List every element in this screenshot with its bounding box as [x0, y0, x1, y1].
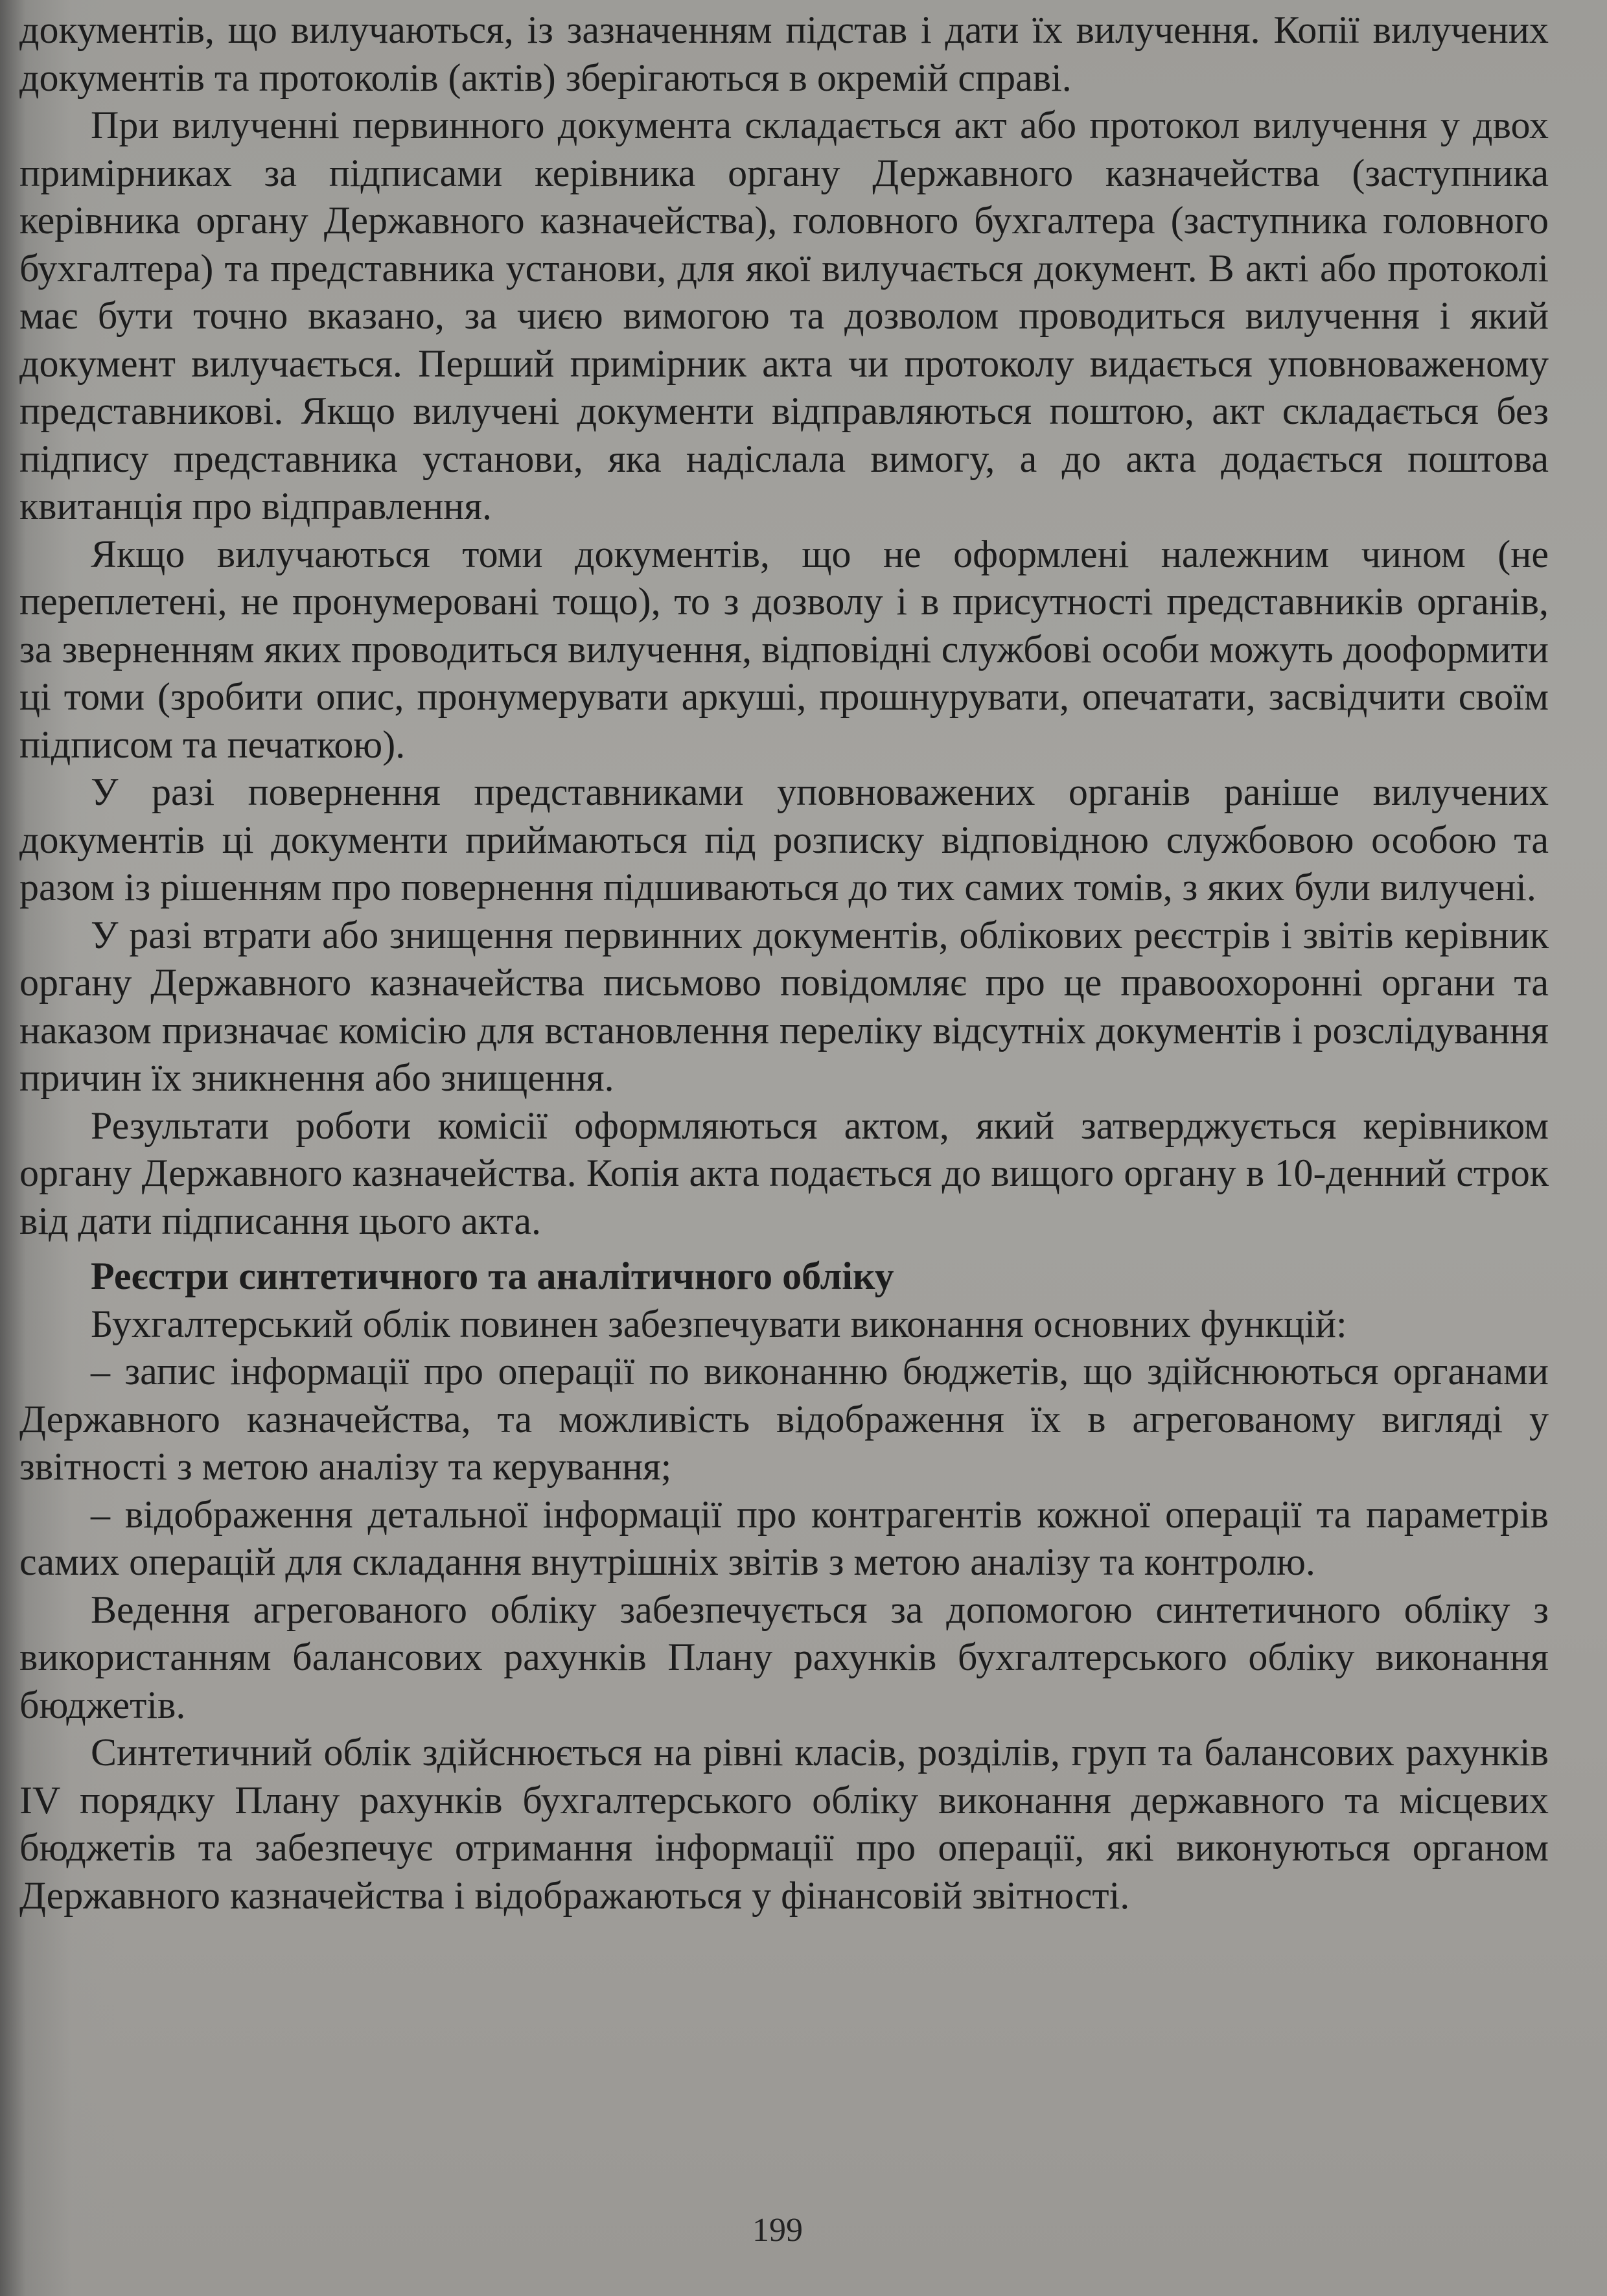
paragraph-continued: документів, що вилучаються, із зазначенням підстав і дати їх вилучення. Копії вилучених документів та протоколів (актів) зберігаються в окремій справі.: [19, 8, 1549, 99]
paragraph-aggregated: Ведення агрегованого обліку забезпечується за допомогою синтетичного обліку з використанням балансових рахунків Плану рахунків бухгалтерського обліку виконання бюджетів.: [19, 1588, 1549, 1726]
paragraph-volumes: Якщо вилучаються томи документів, що не оформлені належним чином (не переплетені, не пронумеровані тощо), то з дозволу і в присутності представників органів, за зверненням яких проводиться вилучення, відповідні службові особи можуть дооформити ці томи (зробити опис, пронумерувати аркуші, прошнурувати, опечатати, засвідчити своїм підписом та печаткою).: [19, 532, 1549, 766]
list-item: – відображення детальної інформації про контрагентів кожної операції та параметрів самих операцій для складання внутрішніх звітів з метою аналізу та контролю.: [19, 1492, 1549, 1583]
page-text: [19, 6, 1549, 1919]
section-intro: Бухгалтерський облік повинен забезпечувати виконання основних функцій:: [91, 1302, 1347, 1345]
paragraph-return: У разі повернення представниками уповноважених органів раніше вилучених документів ці документи приймаються під розписку відповідною службовою особою та разом із рішенням про повернення підшиваються до тих самих томів, з яких були вилучені.: [19, 771, 1549, 909]
section-heading: Реєстри синтетичного та аналітичного обліку: [91, 1255, 894, 1297]
page-number: 199: [752, 2212, 803, 2249]
paragraph-commission: Результати роботи комісії оформляються актом, який затверджується керівником органу Державного казначейства. Копія акта подається до вищого органу в 10-денний строк від дати підписання цього акта.: [19, 1104, 1549, 1242]
paragraph-synthetic: Синтетичний облік здійснюється на рівні класів, розділів, груп та балансових рахунків IV порядку Плану рахунків бухгалтерського обліку виконання державного та місцевих бюджетів та забезпечує отримання інформації про операції, які виконуються органом Державного казначейства і відображаються у фінансовій звітності.: [19, 1731, 1549, 1917]
paragraph-loss: У разі втрати або знищення первинних документів, облікових реєстрів і звітів керівник органу Державного казначейства письмово повідомляє про це правоохоронні органи та наказом призначає комісію для встановлення переліку відсутніх документів і розслідування причин їх зникнення або знищення.: [19, 913, 1549, 1099]
list-item: – запис інформації про операції по виконанню бюджетів, що здійснюються органами Державного казначейства, та можливість відображення їх в агрегованому вигляді у звітності з метою аналізу та керування;: [19, 1350, 1549, 1488]
paragraph-seizure-act: При вилученні первинного документа складається акт або протокол вилучення у двох примірниках за підписами керівника органу Державного казначейства (заступника керівника органу Державного казначейства), головного бухгалтера (заступника головного бухгалтера) та представника установи, для якої вилучається документ. В акті або протоколі має бути точно вказано, за чиєю вимогою та дозволом проводиться вилучення і який документ вилучається. Перший примірник акта чи протоколу видається уповноваженому представникові. Якщо вилучені документи відправляються поштою, акт складається без підпису представника установи, яка надіслала вимогу, а до акта додається поштова квитанція про відправлення.: [19, 104, 1549, 528]
